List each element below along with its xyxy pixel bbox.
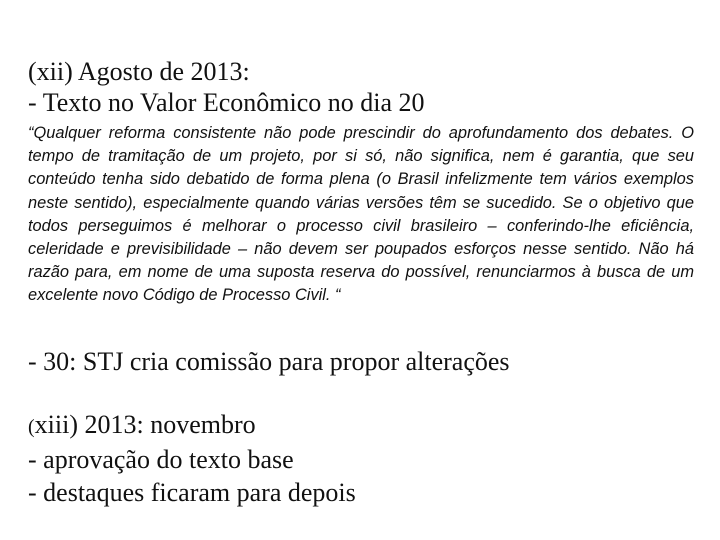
highlights-bullet: - destaques ficaram para depois — [28, 478, 356, 507]
heading-text: xiii) 2013: novembro — [34, 410, 256, 439]
quotation-paragraph: “Qualquer reforma consistente não pode prescindir do aprofundamento dos debates. O tempo de tramitação de um projeto, por si só, não significa, nem é garantia, que seu conteúdo tenha sido debatido de forma plena (o Brasil infelizmente tem vários exemplos neste sentido), especialmente quando várias versões têm se sucedido. Se o objetivo que todos perseguimos é melhorar o processo civil brasileiro – conferindo-lhe eficiência, celeridade e previsibilidade – não devem ser poupados esforços nesse sentido. Não há razão para, em nome de uma suposta reserva do possível, renunciarmos à busca de um excelente novo Código de Processo Civil. “ — [28, 124, 694, 305]
section-heading-xii: (xii) Agosto de 2013: — [28, 57, 250, 86]
section-heading-xiii — [28, 410, 256, 442]
stj-commission-item: - 30: STJ cria comissão para propor alterações — [28, 347, 510, 376]
heading-open-paren: ( — [28, 416, 35, 438]
valor-economico-item: - Texto no Valor Econômico no dia 20 — [28, 88, 425, 117]
approval-bullet: - aprovação do texto base — [28, 445, 294, 474]
